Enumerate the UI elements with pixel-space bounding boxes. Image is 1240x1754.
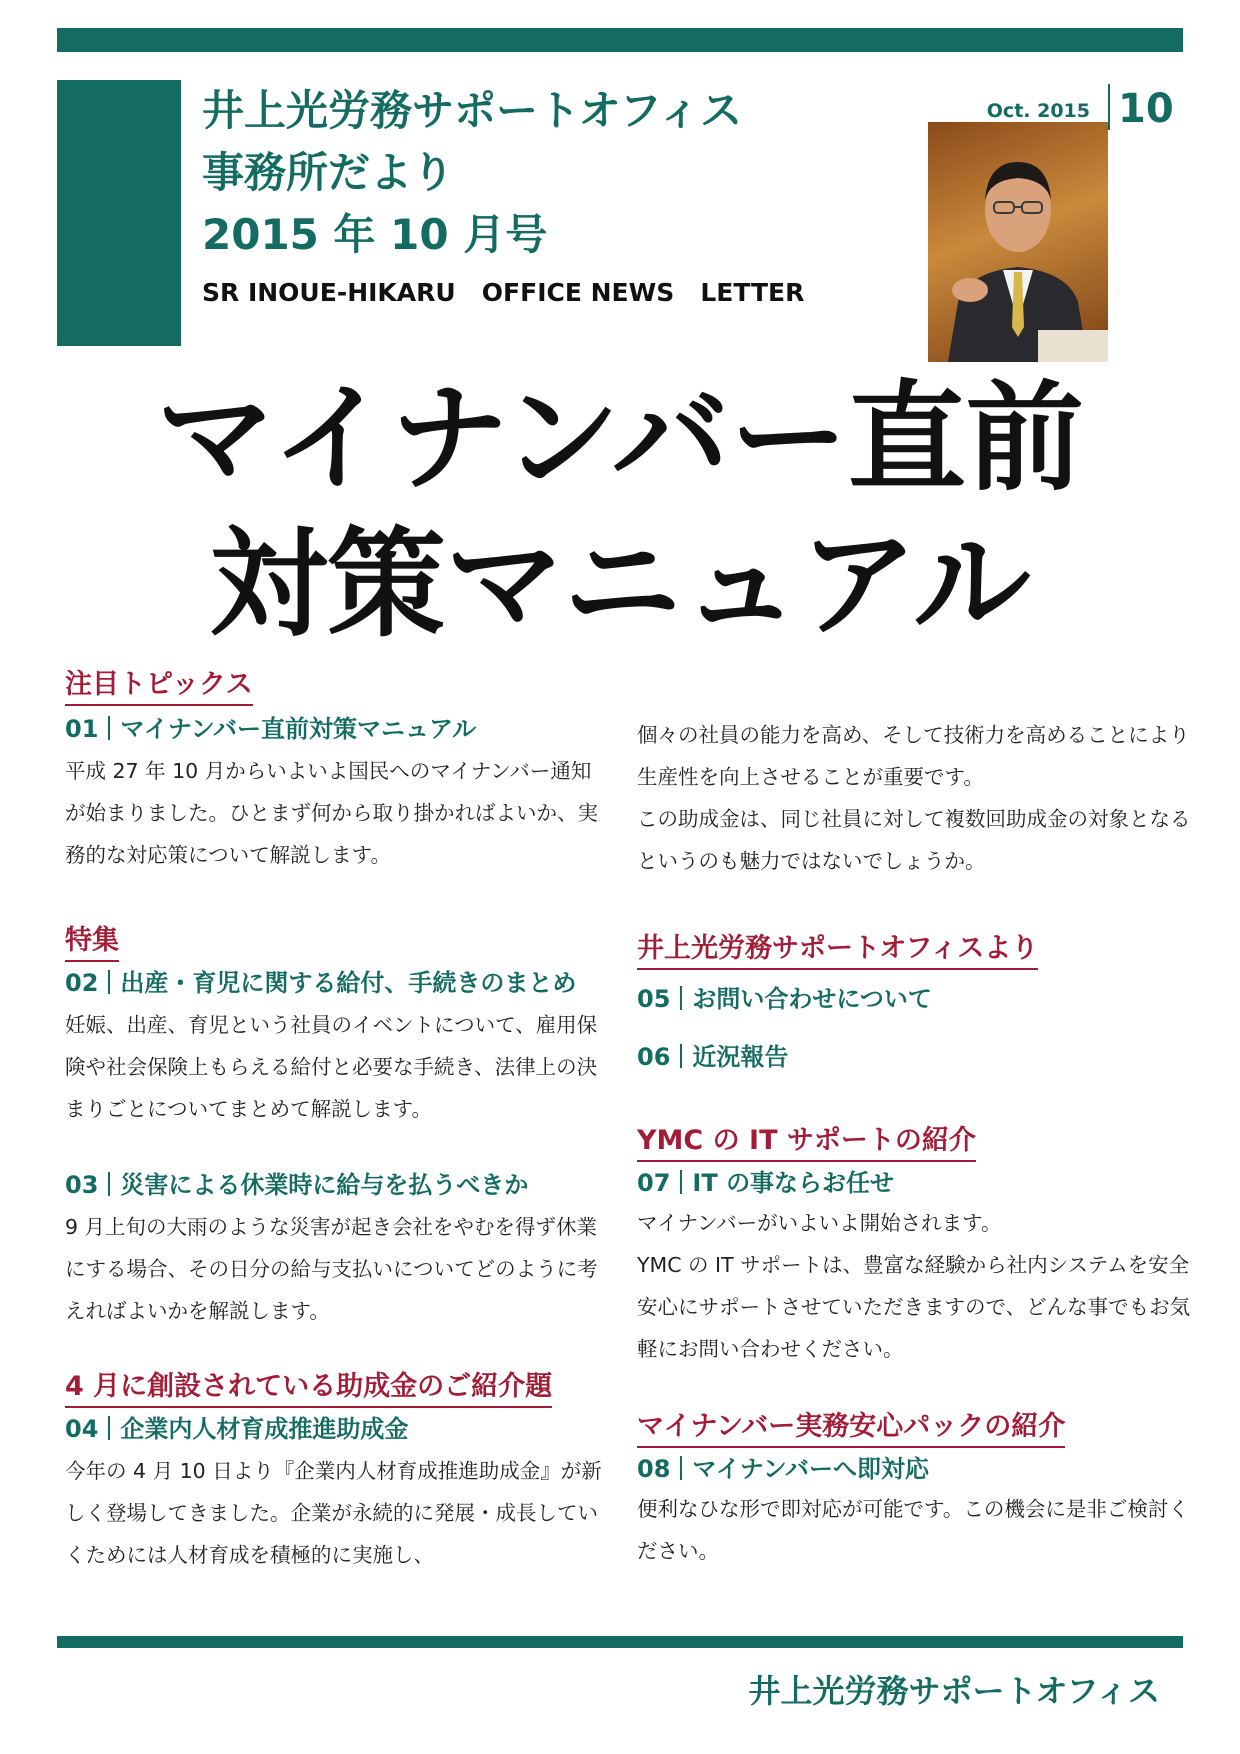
main-title-line2: 対策マニュアル [209,515,1031,653]
item-04-body-continued-1: 個々の社員の能力を高め、そして技術力を高めることにより生産性を向上させることが重要です。 [637,723,1190,789]
newsletter-title: 事務所だより [202,148,455,197]
section-heading-special: 特集 [65,924,119,962]
top-rule [57,28,1183,52]
item-04-title: 企業内人材育成推進助成金 [120,1415,409,1443]
right-column [637,714,1192,1572]
office-section-block [637,932,1192,1074]
item-04-number: 04 [65,1415,99,1443]
section-heading-featured: 注目トピックス [65,668,253,706]
item-05-heading [637,982,1192,1016]
issue-divider [1108,84,1110,130]
pack-section-block [637,1410,1192,1572]
item-08-number: 08 [637,1455,671,1483]
item-02-title: 出産・育児に関する給付、手続きのまとめ [120,969,577,997]
item-03-heading [65,1168,610,1202]
topic-01-block [65,668,610,876]
topic-04-block [65,1370,610,1576]
item-01-body: 平成 27 年 10 月からいよいよ国民へのマイナンバー通知が始まりました。ひとまず何から取り掛かればよいか、実務的な対応策について解説します。 [65,759,598,867]
footer-office-name: 井上光労務サポートオフィス [748,1672,1160,1710]
item-07-heading [637,1166,1192,1200]
item-01-title: マイナンバー直前対策マニュアル [120,715,477,743]
office-name-title: 井上光労務サポートオフィス [202,86,743,135]
it-section-block [637,1124,1192,1370]
portrait-figure [928,122,1108,362]
issue-title: 2015 年 10 月号 [202,210,548,259]
section-heading-it: YMC の IT サポートの紹介 [637,1124,976,1162]
section-heading-office: 井上光労務サポートオフィスより [637,932,1038,970]
bottom-rule [57,1636,1183,1648]
item-04-body-continued-2: この助成金は、同じ社員に対して複数回助成金の対象となるというのも魅力ではないでしょうか。 [637,807,1191,873]
item-02-heading [65,966,610,1000]
section-heading-grant: 4 月に創設されている助成金のご紹介題 [65,1370,552,1408]
portrait-photo [928,122,1108,362]
item-03-title: 災害による休業時に給与を払うべきか [120,1171,529,1199]
item-06-number: 06 [637,1043,671,1071]
item-08-title: マイナンバーへ即対応 [692,1455,930,1483]
header-color-block [57,80,181,346]
item-02-body: 妊娠、出産、育児という社員のイベントについて、雇用保険や社会保険上もらえる給付と必要な手続き、法律上の決まりごとについてまとめて解説します。 [65,1013,598,1121]
item-07-body-2: YMC の IT サポートは、豊富な経験から社内システムを安全安心にサポートさせていただきますので、どんな事でもお気軽にお問い合わせください。 [637,1253,1191,1361]
issue-date: Oct. 2015 [986,100,1090,122]
item-05-number: 05 [637,985,671,1013]
item-06-title: 近況報告 [692,1043,789,1071]
item-03-body: 9 月上旬の大雨のような災害が起き会社をやむを得ず休業にする場合、その日分の給与支払いについてどのように考えればよいかを解説します。 [65,1215,598,1323]
left-column [65,668,610,1576]
item-01-heading [65,712,610,746]
item-08-heading [637,1452,1192,1486]
item-04-body: 今年の 4 月 10 日より『企業内人材育成推進助成金』が新しく登場してきました。企業が永続的に発展・成長していくためには人材育成を積極的に実施し、 [65,1459,602,1567]
item-07-number: 07 [637,1169,671,1197]
section-heading-pack: マイナンバー実務安心パックの紹介 [637,1410,1065,1448]
topic-02-block [65,924,610,1130]
item-06-heading [637,1040,1192,1074]
newsletter-subtitle: SR INOUE-HIKARU OFFICE NEWS LETTER [202,278,805,307]
item-02-number: 02 [65,969,99,997]
item-05-title: お問い合わせについて [692,985,932,1013]
item-01-number: 01 [65,715,99,743]
main-title-line1: マイナンバー直前 [156,369,1084,507]
item-03-number: 03 [65,1171,99,1199]
issue-number: 10 [1118,86,1174,132]
topic-03-block [65,1168,610,1332]
item-07-body-1: マイナンバーがいよいよ開始されます。 [637,1211,1002,1235]
item-07-title: IT の事ならお任せ [692,1169,895,1197]
item-08-body: 便利なひな形で即対応が可能です。この機会に是非ご検討ください。 [637,1497,1189,1563]
item-04-heading [65,1412,610,1446]
